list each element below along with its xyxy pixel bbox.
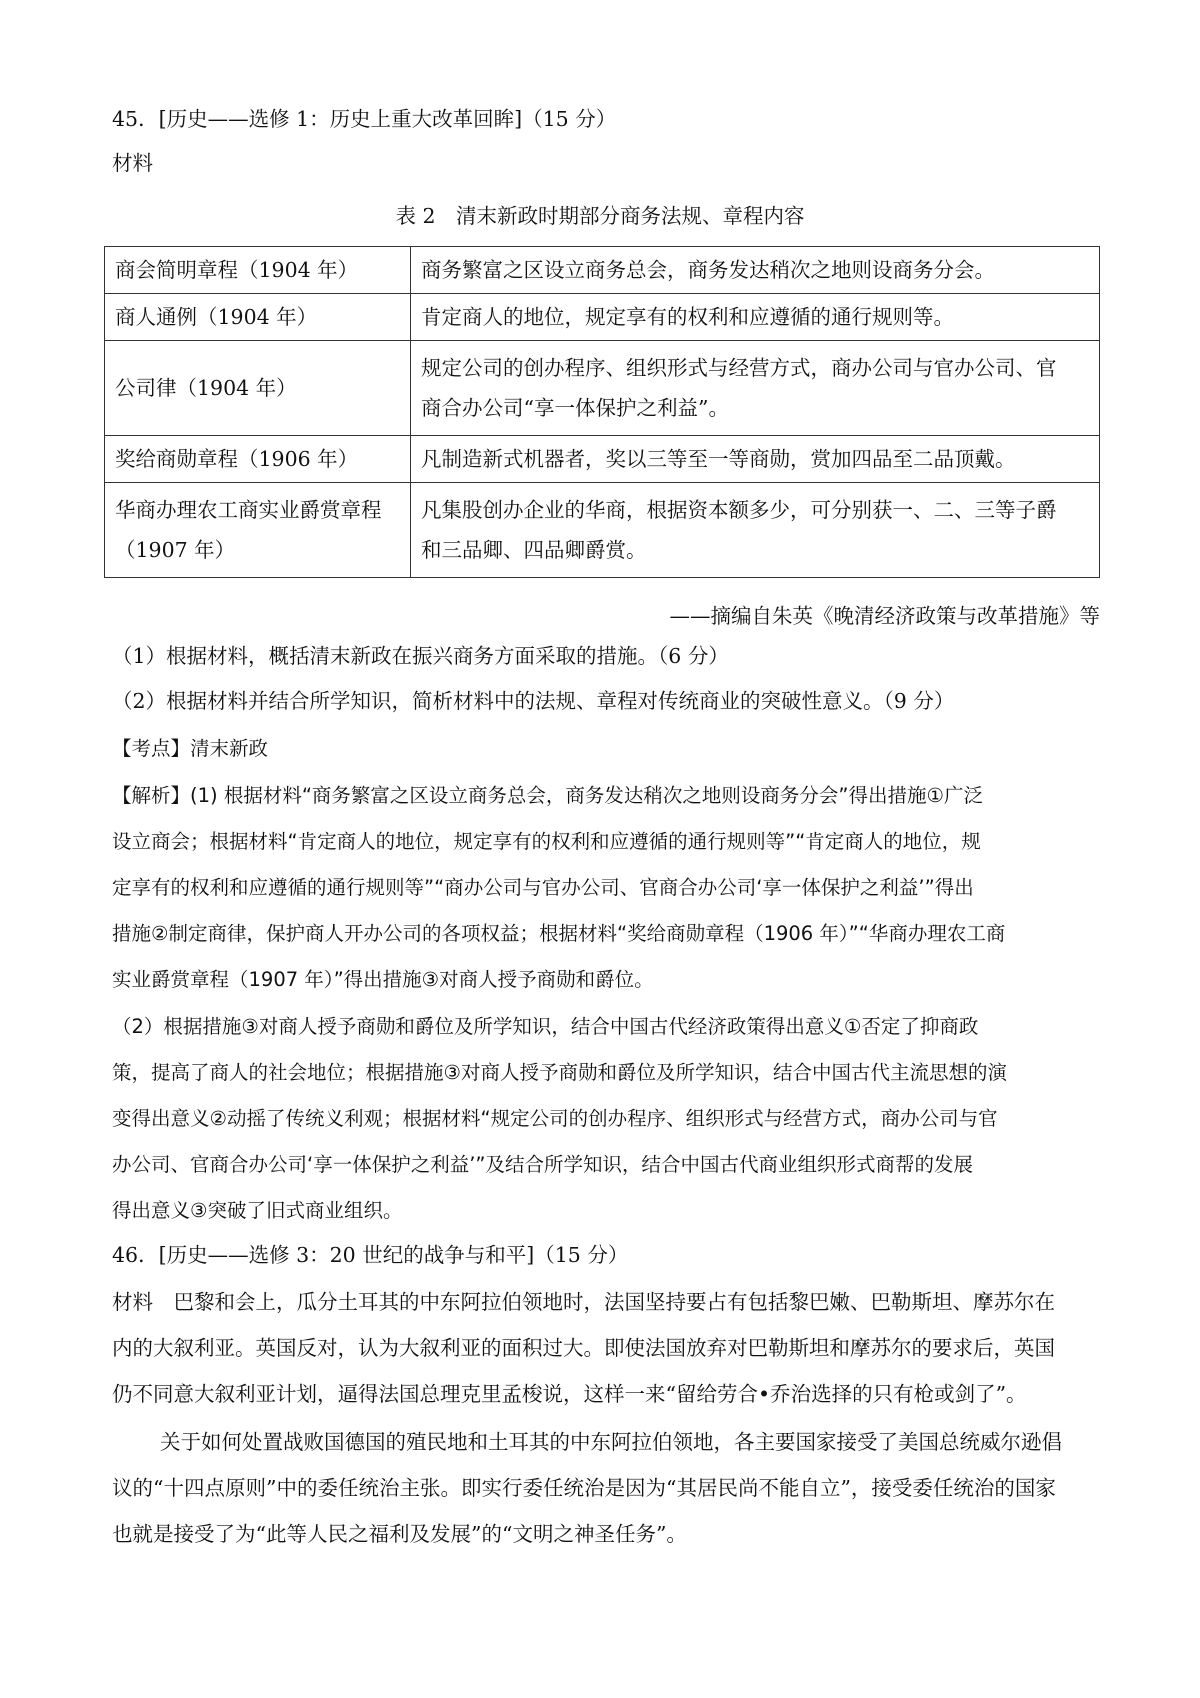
paragraph-line: 也就是接受了为“此等人民之福利及发展”的“文明之神圣任务”。: [112, 1522, 687, 1546]
content-line: 商合办公司“享一体保护之利益”。: [421, 396, 729, 420]
paragraph-line: 仍不同意大叙利亚计划，逼得法国总理克里孟梭说，这样一来“留给劳合•乔治选择的只有枪或剑了”。: [112, 1382, 1027, 1406]
table-row: [105, 294, 1100, 341]
q45-heading: 45．[历史——选修 1：历史上重大改革回眸]（15 分）: [112, 107, 617, 131]
question-2: （2）根据材料并结合所学知识，简析材料中的法规、章程对传统商业的突破性意义。（9 分）: [112, 689, 955, 713]
paragraph-line: 关于如何处置战败国德国的殖民地和土耳其的中东阿拉伯领地，各主要国家接受了美国总统威尔逊倡: [160, 1430, 1062, 1454]
content-line: 凡集股创办企业的华商，根据资本额多少，可分别获一、二、三等子爵: [421, 498, 1057, 522]
jiexi-line: 设立商会；根据材料“肯定商人的地位，规定享有的权利和应遵循的通行规则等”“肯定商人的地位，规: [112, 830, 981, 853]
jiexi-line: 办公司、官商合办公司‘享一体保护之利益’”及结合所学知识，结合中国古代商业组织形式商帮的发展: [112, 1153, 973, 1176]
table-row: [105, 247, 1100, 294]
laws-table: [104, 246, 1100, 578]
jiexi-line: （2）根据措施③对商人授予商勋和爵位及所学知识，结合中国古代经济政策得出意义①否定了抑商政: [112, 1015, 979, 1038]
source-citation: ——摘编自朱英《晚清经济政策与改革措施》等: [669, 604, 1100, 628]
paragraph-line: 材料 巴黎和会上，瓜分土耳其的中东阿拉伯领地时，法国坚持要占有包括黎巴嫩、巴勒斯坦、摩苏尔在: [112, 1290, 1055, 1314]
jiexi-line: 定享有的权利和应遵循的通行规则等”“商办公司与官办公司、官商合办公司‘享一体保护之利益’”得出: [112, 876, 974, 899]
table-cell-content: [411, 341, 1100, 436]
law-line: （1907 年）: [115, 538, 236, 562]
table-row: [105, 341, 1100, 436]
content-line: 规定公司的创办程序、组织形式与经营方式，商办公司与官办公司、官: [421, 356, 1057, 380]
table-cell-content: 肯定商人的地位，规定享有的权利和应遵循的通行规则等。: [411, 294, 1100, 341]
question-1: （1）根据材料，概括清末新政在振兴商务方面采取的措施。（6 分）: [112, 644, 729, 668]
table-cell-law: [105, 483, 411, 578]
jiexi-line: 【解析】(1) 根据材料“商务繁富之区设立商务总会，商务发达稍次之地则设商务分会”得出措施①广泛: [112, 784, 984, 807]
law-line: 华商办理农工商实业爵赏章程: [115, 498, 382, 522]
table-cell-law: 商会简明章程（1904 年）: [105, 247, 411, 294]
paragraph-line: 内的大叙利亚。英国反对，认为大叙利亚的面积过大。即使法国放弃对巴勒斯坦和摩苏尔的要求后，英国: [112, 1336, 1055, 1360]
content-line: 和三品卿、四品卿爵赏。: [421, 538, 647, 562]
q46-heading: 46．[历史——选修 3：20 世纪的战争与和平]（15 分）: [112, 1243, 629, 1267]
jiexi-line: 措施②制定商律，保护商人开办公司的各项权益；根据材料“奖给商勋章程（1906 年）”“华商办理农工商: [112, 922, 1006, 945]
table-caption: 表 2 清末新政时期部分商务法规、章程内容: [395, 204, 805, 228]
jiexi-line: 得出意义③突破了旧式商业组织。: [112, 1199, 403, 1222]
kaodian: 【考点】清末新政: [112, 737, 269, 760]
jiexi-line: 策，提高了商人的社会地位；根据措施③对商人授予商勋和爵位及所学知识，结合中国古代主流思想的演: [112, 1061, 1007, 1084]
table-cell-content: 凡制造新式机器者，奖以三等至一等商勋，赏加四品至二品顶戴。: [411, 436, 1100, 483]
table-row: [105, 436, 1100, 483]
table-cell-law: 公司律（1904 年）: [105, 341, 411, 436]
table-cell-law: 商人通例（1904 年）: [105, 294, 411, 341]
table-row: [105, 483, 1100, 578]
paragraph-line: 议的“十四点原则”中的委任统治主张。即实行委任统治是因为“其居民尚不能自立”，接受委任统治的国家: [112, 1476, 1056, 1500]
jiexi-line: 实业爵赏章程（1907 年）”得出措施③对商人授予商勋和爵位。: [112, 968, 654, 991]
table-cell-law: 奖给商勋章程（1906 年）: [105, 436, 411, 483]
jiexi-line: 变得出意义②动摇了传统义利观；根据材料“规定公司的创办程序、组织形式与经营方式，商办公司与官: [112, 1107, 998, 1130]
table-cell-content: 商务繁富之区设立商务总会，商务发达稍次之地则设商务分会。: [411, 247, 1100, 294]
material-label: 材料: [112, 151, 153, 175]
table-cell-content: [411, 483, 1100, 578]
